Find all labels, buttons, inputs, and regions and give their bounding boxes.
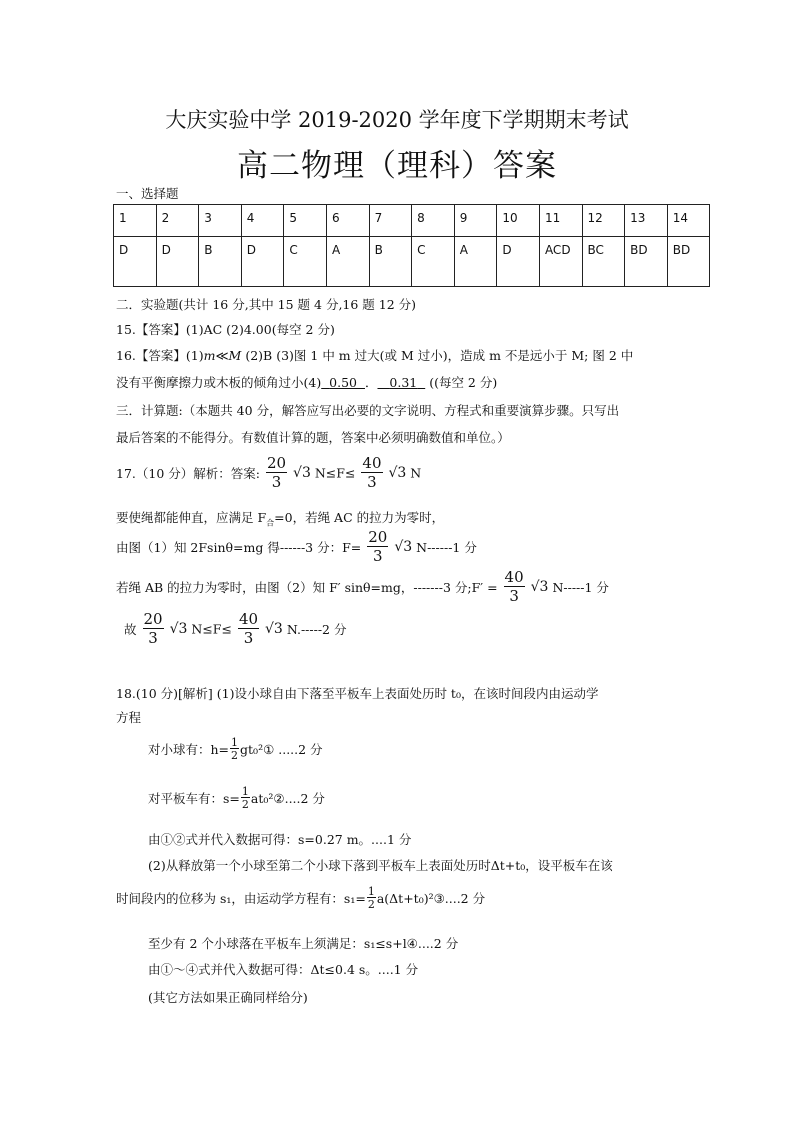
q17-step1-text: 由图（1）知 2Fsinθ=mg 得------3 分：F= [116,540,362,555]
q18-cart-text: 对平板车有：s= [148,791,240,806]
question-number: 10 [497,205,540,237]
fraction-one-half [241,786,250,810]
answer-cell: A [326,237,369,287]
numerator: 40 [362,454,382,472]
denominator: 3 [148,629,158,647]
q16-score-note: ((每空 2 分) [429,375,498,390]
section-experiment-heading: 二．实验题(共计 16 分,其中 15 题 4 分,16 题 12 分) [116,297,417,312]
denominator: 3 [243,629,254,647]
answer-cell: B [199,237,242,287]
denominator: 2 [231,749,239,762]
q18-cart-tail: at₀²②....2 分 [250,791,325,806]
subscript-he: 合 [266,518,275,528]
sqrt-3: √3 [394,539,413,555]
answer-cell: D [497,237,540,287]
question-number: 7 [369,205,412,237]
q18-line9: 由①～④式并代入数据可得：Δt≤0.4 s。....1 分 [148,962,419,977]
denominator: 3 [271,473,282,491]
answer-title: 高二物理（理科）答案 [237,148,557,184]
question-number: 8 [412,205,455,237]
question-number: 3 [199,205,242,237]
q18-line10: (其它方法如果正确同样给分) [148,990,308,1005]
q18-ball-tail: gt₀²① .....2 分 [240,742,323,757]
answer-cell: ACD [539,237,582,287]
answer-cell: D [114,237,157,287]
answer-cell: BC [582,237,625,287]
answer-cell: B [369,237,412,287]
numerator: 20 [266,454,287,472]
answer-cell: D [156,237,199,287]
q16-value-2-text: 0.31 [389,375,418,390]
q16-answer-line1 [116,346,633,364]
numerator: 40 [238,610,259,628]
numerator: 1 [367,885,375,898]
section-calc-heading-line2: 最后答案的不能得分。有数值计算的题，答案中必须明确数值和单位。） [116,430,510,445]
denominator: 2 [367,898,375,911]
q17-answer-line [116,456,421,490]
numerator: 1 [231,736,239,749]
q17-step2-text: 若绳 AB 的拉力为零时，由图（2）知 F′ sinθ=mg，-------3 分;F′ = [116,580,498,595]
sqrt-3: √3 [169,621,188,637]
question-number: 12 [582,205,625,237]
q16-prefix: 16.【答案】(1) [116,348,204,363]
question-number: 11 [539,205,582,237]
fraction-one-half [367,886,376,910]
fraction-40-over-3 [361,456,382,490]
answer-cell: C [284,237,327,287]
numerator: 40 [504,568,524,586]
q16-value-2 [377,375,425,390]
sqrt-3: √3 [530,579,549,595]
q17-inequality: N≤F≤ [191,621,232,637]
answer-cell: A [454,237,497,287]
q17-condition-text: 要使绳都能伸直，应满足 F [116,510,267,525]
q18-line8: 至少有 2 个小球落在平板车上须满足：s₁≤s+l④....2 分 [148,936,459,951]
q17-conclusion-line [124,612,346,646]
q17-conclusion-prefix: 故 [124,622,137,637]
question-number: 14 [667,205,710,237]
fraction-40-over-3 [238,612,259,646]
numerator: 20 [368,528,388,546]
q18-line5: 由①②式并代入数据可得：s=0.27 m。....1 分 [148,832,412,847]
denominator: 3 [509,587,519,605]
question-number: 13 [625,205,668,237]
q17-head: 17.（10 分）解析：答案: [116,466,260,481]
answer-cell: C [412,237,455,287]
q17-step2-line [116,570,609,604]
question-number: 1 [114,205,157,237]
q16-much-less: ≪ [215,348,229,363]
q16-value-1-text: 0.50 [329,375,358,390]
q16-separator: ． [364,375,378,390]
sqrt-3: √3 [293,465,311,481]
q16-m: m [203,348,216,363]
answer-cell: D [241,237,284,287]
answer-table [113,204,710,287]
question-number: 5 [284,205,327,237]
sqrt-3: √3 [265,621,283,637]
fraction-40-over-3 [504,570,525,604]
q15-answer: 15.【答案】(1)AC (2)4.00(每空 2 分) [116,322,335,337]
q16-rest: (2)B (3)图 1 中 m 过大(或 M 过小)，造成 m 不是远小于 M; 图 2 中 [245,348,634,363]
q18-line2: 方程 [116,710,142,725]
question-number: 4 [241,205,284,237]
numerator: 1 [241,785,249,798]
q18-ball-equation [148,737,323,761]
q18-line1: 18.(10 分)[解析] (1)设小球自由下落至平板车上表面处历时 t₀，在该时间段内由运动学 [116,686,599,701]
q18-line7 [116,886,485,910]
denominator: 3 [373,547,383,565]
numerator: 20 [143,610,163,628]
answer-row [114,237,710,287]
fraction-one-half [230,737,239,761]
question-number: 6 [326,205,369,237]
q18-line7-tail: a(Δt+t₀)²③....2 分 [376,891,486,906]
q17-step1-score: N------1 分 [416,540,477,555]
fraction-20-over-3 [143,612,164,646]
q16-line2-text: 没有平衡摩擦力或木板的倾角过小(4) [116,375,322,390]
fraction-20-over-3 [266,456,287,490]
denominator: 3 [367,473,377,491]
q17-inequality: N≤F≤ [314,465,356,481]
q16-answer-line2 [116,373,497,391]
sqrt-3: √3 [388,465,407,481]
exam-title: 大庆实验中学 2019-2020 学年度下学期期末考试 [165,108,629,132]
q16-value-1 [321,375,365,390]
section-multiple-choice-heading: 一、选择题 [116,186,179,201]
unit-n: N [410,465,422,481]
answer-cell: BD [667,237,710,287]
q17-step2-score: N-----1 分 [552,580,609,595]
q17-condition-tail: =0，若绳 AC 的拉力为零时， [274,510,445,525]
q18-line6: (2)从释放第一个小球至第二个小球下落到平板车上表面处历时Δt+t₀，设平板车在该 [148,858,613,873]
answer-cell: BD [625,237,668,287]
denominator: 2 [241,798,249,811]
q17-condition-line [116,508,444,529]
q17-conclusion-score: N.-----2 分 [286,622,347,637]
q16-M: M [228,348,242,363]
question-number-row [114,205,710,237]
q17-step1-line [116,530,477,564]
question-number: 9 [454,205,497,237]
q18-line7-text: 时间段内的位移为 s₁，由运动学方程有：s₁= [116,891,366,906]
section-calc-heading-line1: 三．计算题:（本题共 40 分，解答应写出必要的文字说明、方程式和重要演算步骤。只写出 [116,403,620,418]
q18-ball-text: 对小球有：h= [148,742,230,757]
fraction-20-over-3 [367,530,388,564]
question-number: 2 [156,205,199,237]
q18-cart-equation [148,786,325,810]
